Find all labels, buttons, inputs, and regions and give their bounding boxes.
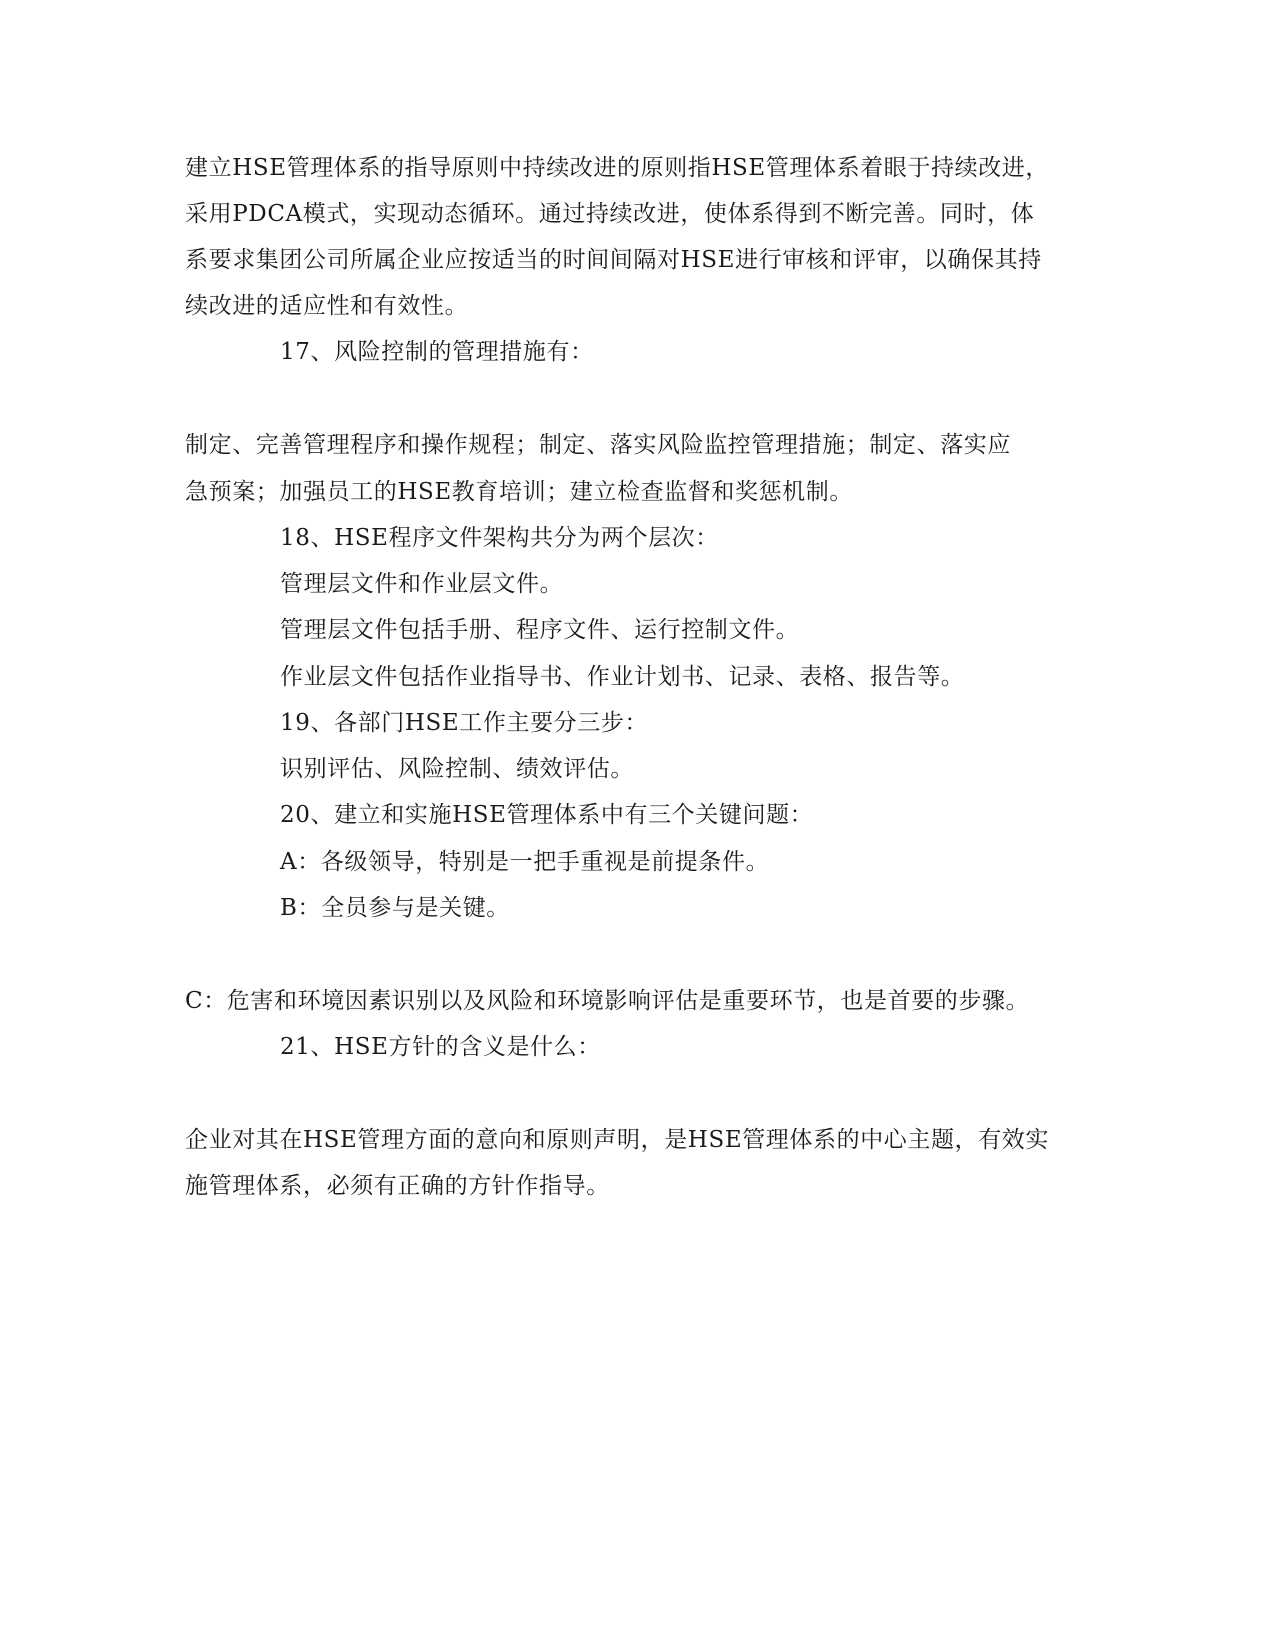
paragraph-line: 企业对其在HSE管理方面的意向和原则声明，是HSE管理体系的中心主题，有效实	[185, 1127, 1050, 1153]
paragraph-line: 急预案；加强员工的HSE教育培训；建立检查监督和奖惩机制。	[185, 479, 854, 505]
paragraph-line: 续改进的适应性和有效性。	[185, 293, 469, 319]
paragraph-line: 制定、完善管理程序和操作规程；制定、落实风险监控管理措施；制定、落实应	[185, 432, 1011, 458]
list-item: A：各级领导，特别是一把手重视是前提条件。	[280, 849, 770, 875]
paragraph-line: 作业层文件包括作业指导书、作业计划书、记录、表格、报告等。	[280, 664, 965, 690]
paragraph-line: 采用PDCA模式，实现动态循环。通过持续改进，使体系得到不断完善。同时，体	[185, 201, 1035, 227]
question-heading: 20、建立和实施HSE管理体系中有三个关键问题：	[280, 802, 814, 828]
question-heading: 19、各部门HSE工作主要分三步：	[280, 710, 649, 736]
paragraph-line: 建立HSE管理体系的指导原则中持续改进的原则指HSE管理体系着眼于持续改进，	[185, 155, 1050, 181]
paragraph-line: 管理层文件包括手册、程序文件、运行控制文件。	[280, 617, 800, 643]
question-heading: 18、HSE程序文件架构共分为两个层次：	[280, 525, 719, 551]
paragraph-line: 施管理体系，必须有正确的方针作指导。	[185, 1173, 610, 1199]
question-heading: 17、风险控制的管理措施有：	[280, 339, 594, 365]
paragraph-line: 系要求集团公司所属企业应按适当的时间间隔对HSE进行审核和评审，以确保其持	[185, 247, 1042, 273]
paragraph-line: 管理层文件和作业层文件。	[280, 571, 564, 597]
question-heading: 21、HSE方针的含义是什么：	[280, 1034, 601, 1060]
list-item: C：危害和环境因素识别以及风险和环境影响评估是重要环节，也是首要的步骤。	[185, 988, 1030, 1014]
paragraph-line: 识别评估、风险控制、绩效评估。	[280, 756, 634, 782]
list-item: B：全员参与是关键。	[280, 895, 510, 921]
